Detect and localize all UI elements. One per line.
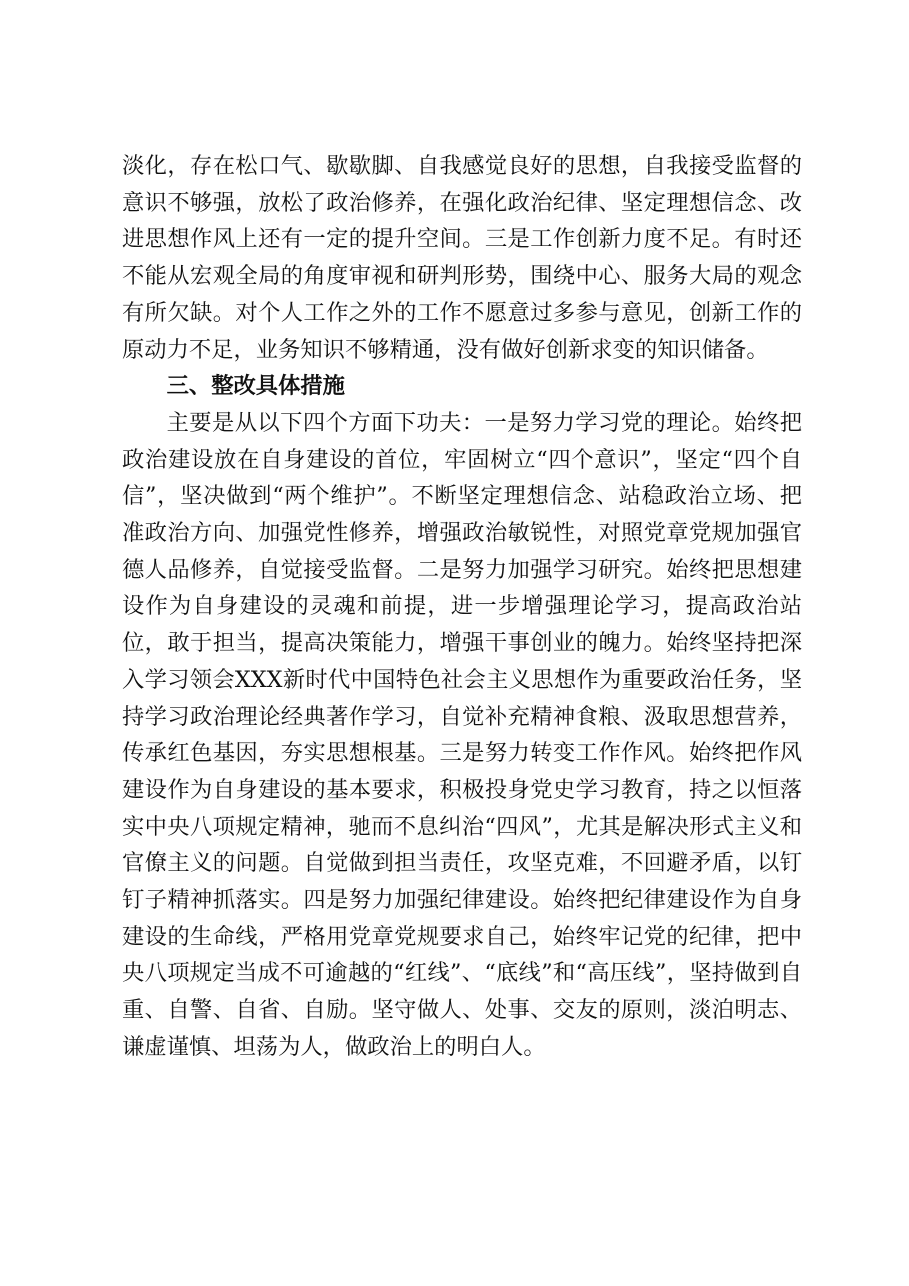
section-heading: 三、整改具体措施	[166, 373, 345, 400]
paragraph-measures: 主要是从以下四个方面下功夫：一是努力学习党的理论。始终把政治建设放在自身建设的首位，牢固树立“四个意识”，坚定“四个自信”，坚决做到“两个维护”。不断坚定理想信念、站稳政治立场、把准政治方向、加强党性修养，增强政治敏锐性，对照党章党规加强官德人品修养，自觉接受监督。二是努力加强学习研究。始终把思想建设作为自身建设的灵魂和前提，进一步增强理论学习，提高政治站位，敢于担当，提高决策能力，增强干事创业的魄力。始终坚持把深入学习领会XXX新时代中国特色社会主义思想作为重要政治任务，坚持学习政治理论经典著作学习，自觉补充精神食粮、汲取思想营养，传承红色基因，夯实思想根基。三是努力转变工作作风。始终把作风建设作为自身建设的基本要求，积极投身党史学习教育，持之以恒落实中央八项规定精神，驰而不息纠治“四风”，尤其是解决形式主义和官僚主义的问题。自觉做到担当责任，攻坚克难，不回避矛盾，以钉钉子精神抓落实。四是努力加强纪律建设。始终把纪律建设作为自身建设的生命线，严格用党章党规要求自己，始终牢记党的纪律，把中央八项规定当成不可逾越的“红线”、“底线”和“高压线”，坚持做到自重、自警、自省、自励。坚守做人、处事、交友的原则，淡泊明志、谦虚谨慎、坦荡为人，做政治上的明白人。	[122, 409, 802, 1060]
document-body	[122, 148, 802, 1066]
paragraph-continued: 淡化，存在松口气、歇歇脚、自我感觉良好的思想，自我接受监督的意识不够强，放松了政治修养，在强化政治纪律、坚定理想信念、改进思想作风上还有一定的提升空间。三是工作创新力度不足。有时还不能从宏观全局的角度审视和研判形势，围绕中心、服务大局的观念有所欠缺。对个人工作之外的工作不愿意过多参与意见，创新工作的原动力不足，业务知识不够精通，没有做好创新求变的知识储备。	[122, 153, 802, 363]
